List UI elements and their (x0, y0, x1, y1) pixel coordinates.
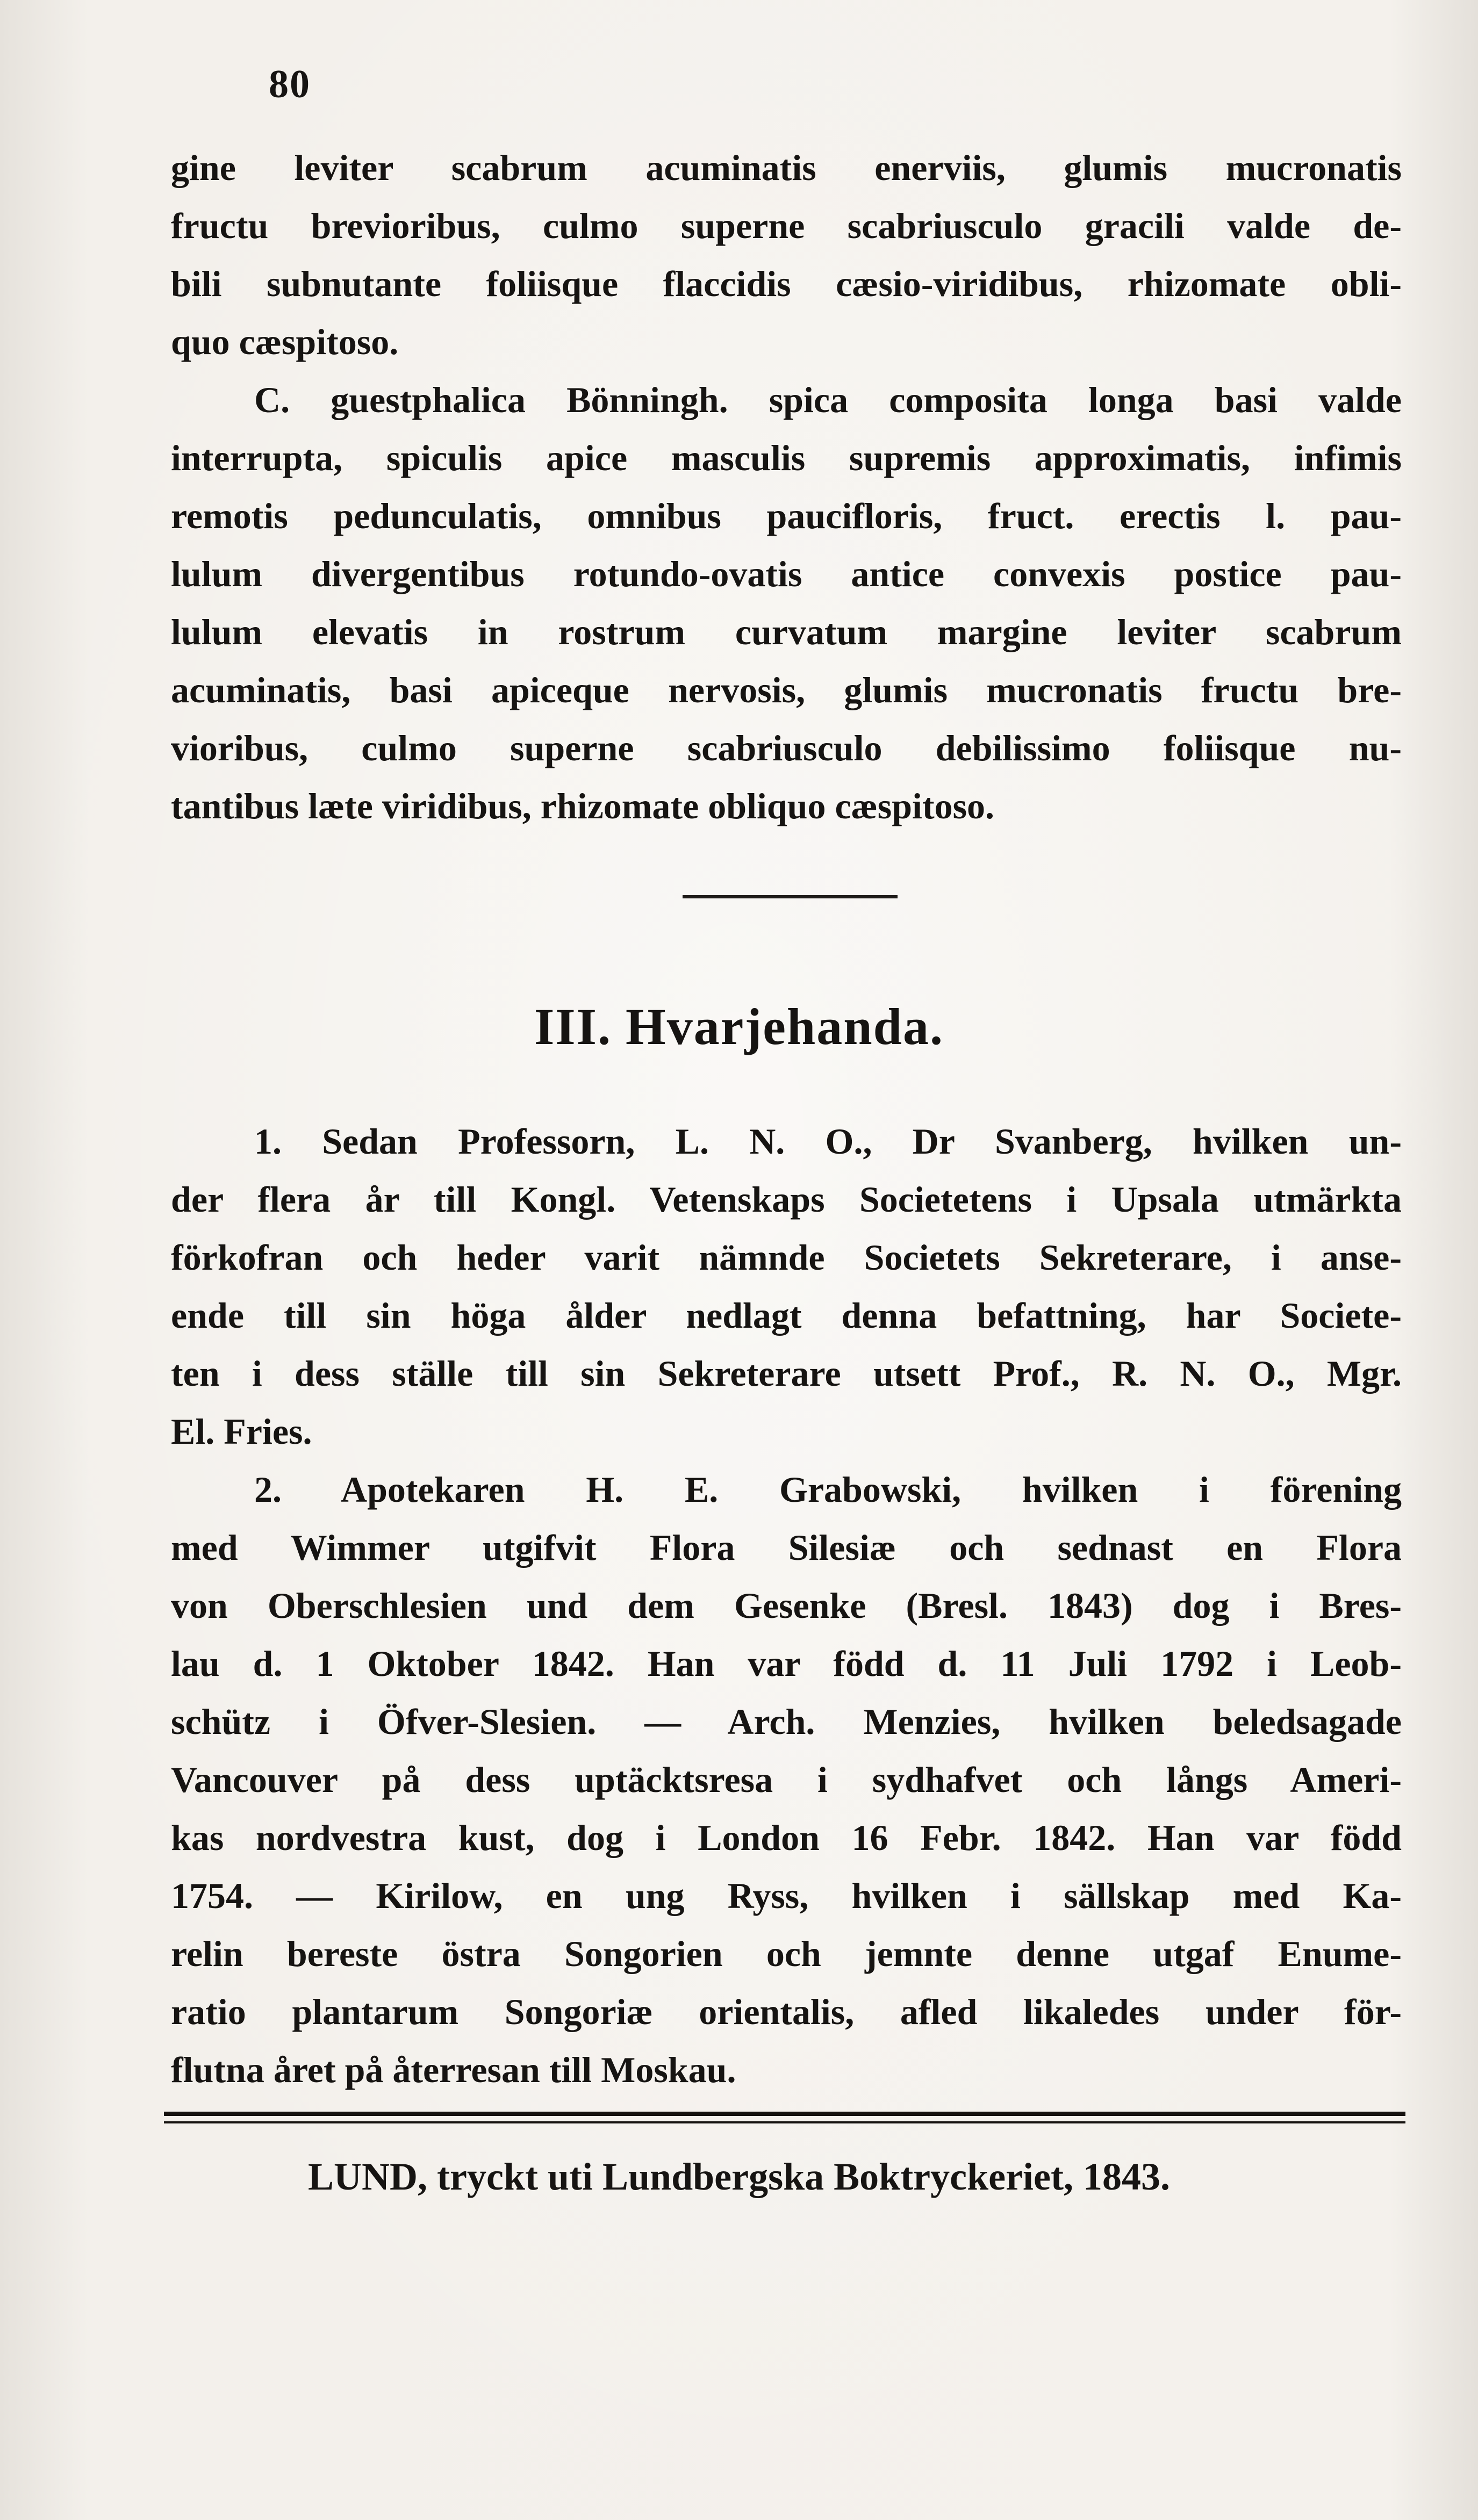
text-line: 1754. — Kirilow, en ung Ryss, hvilken i sällskap med Ka- (171, 1875, 1402, 1916)
text-line: flutna året på återresan till Moskau. (171, 2049, 736, 2090)
text-line: vioribus, culmo superne scabriusculo debilissimo foliisque nu- (171, 728, 1402, 768)
footer-rule-thick (164, 2112, 1405, 2116)
text-line: schütz i Öfver-Slesien. — Arch. Menzies, hvilken beledsagade (171, 1701, 1402, 1742)
text-line: der flera år till Kongl. Vetenskaps Societetens i Upsala utmärkta (171, 1179, 1402, 1220)
text-line: acuminatis, basi apiceque nervosis, glumis mucronatis fructu bre- (171, 669, 1402, 710)
text-line: quo cæspitoso. (171, 321, 399, 362)
text-line: ratio plantarum Songoriæ orientalis, afled likaledes under för- (171, 1991, 1402, 2032)
printer-colophon: LUND, tryckt uti Lundbergska Boktryckeriet, 1843. (308, 2155, 1170, 2198)
text-line: remotis pedunculatis, omnibus paucifloris, fruct. erectis l. pau- (171, 495, 1402, 536)
text-line: med Wimmer utgifvit Flora Silesiæ och sednast en Flora (171, 1527, 1402, 1568)
text-line: ten i dess ställe till sin Sekreterare utsett Prof., R. N. O., Mgr. (171, 1353, 1402, 1394)
text-line: 2. Apotekaren H. E. Grabowski, hvilken i förening (254, 1469, 1402, 1510)
text-line: lulum divergentibus rotundo-ovatis antice convexis postice pau- (171, 553, 1402, 594)
text-line: förkofran och heder varit nämnde Societets Sekreterare, i anse- (171, 1237, 1402, 1278)
paragraph-news (171, 1112, 1402, 2099)
text-line: 1. Sedan Professorn, L. N. O., Dr Svanberg, hvilken un- (254, 1121, 1402, 1162)
paragraph-carex-descriptions (171, 139, 1402, 835)
text-line: tantibus læte viridibus, rhizomate obliquo cæspitoso. (171, 786, 995, 826)
text-line: Vancouver på dess uptäcktsresa i sydhafvet och långs Ameri- (171, 1759, 1402, 1800)
text-line: lau d. 1 Oktober 1842. Han var född d. 11 Juli 1792 i Leob- (171, 1643, 1402, 1684)
section-divider (683, 895, 898, 898)
text-line: relin bereste östra Songorien och jemnte denne utgaf Enume- (171, 1933, 1402, 1974)
section-heading: III. Hvarjehanda. (534, 998, 944, 1055)
text-line: gine leviter scabrum acuminatis enerviis, glumis mucronatis (171, 147, 1402, 188)
text-line: El. Fries. (171, 1411, 312, 1452)
text-line: interrupta, spiculis apice masculis supremis approximatis, infimis (171, 437, 1402, 478)
page-number: 80 (269, 62, 311, 106)
text-line: fructu brevioribus, culmo superne scabriusculo gracili valde de- (171, 205, 1402, 246)
text-line: von Oberschlesien und dem Gesenke (Bresl. 1843) dog i Bres- (171, 1585, 1402, 1626)
footer-rule-thin (164, 2121, 1405, 2123)
text-line: C. guestphalica Bönningh. spica composita longa basi valde (254, 379, 1402, 420)
text-line: lulum elevatis in rostrum curvatum margine leviter scabrum (171, 611, 1402, 652)
text-line: bili subnutante foliisque flaccidis cæsio-viridibus, rhizomate obli- (171, 263, 1402, 304)
text-line: kas nordvestra kust, dog i London 16 Febr. 1842. Han var född (171, 1817, 1402, 1858)
text-line: ende till sin höga ålder nedlagt denna befattning, har Societe- (171, 1295, 1402, 1336)
